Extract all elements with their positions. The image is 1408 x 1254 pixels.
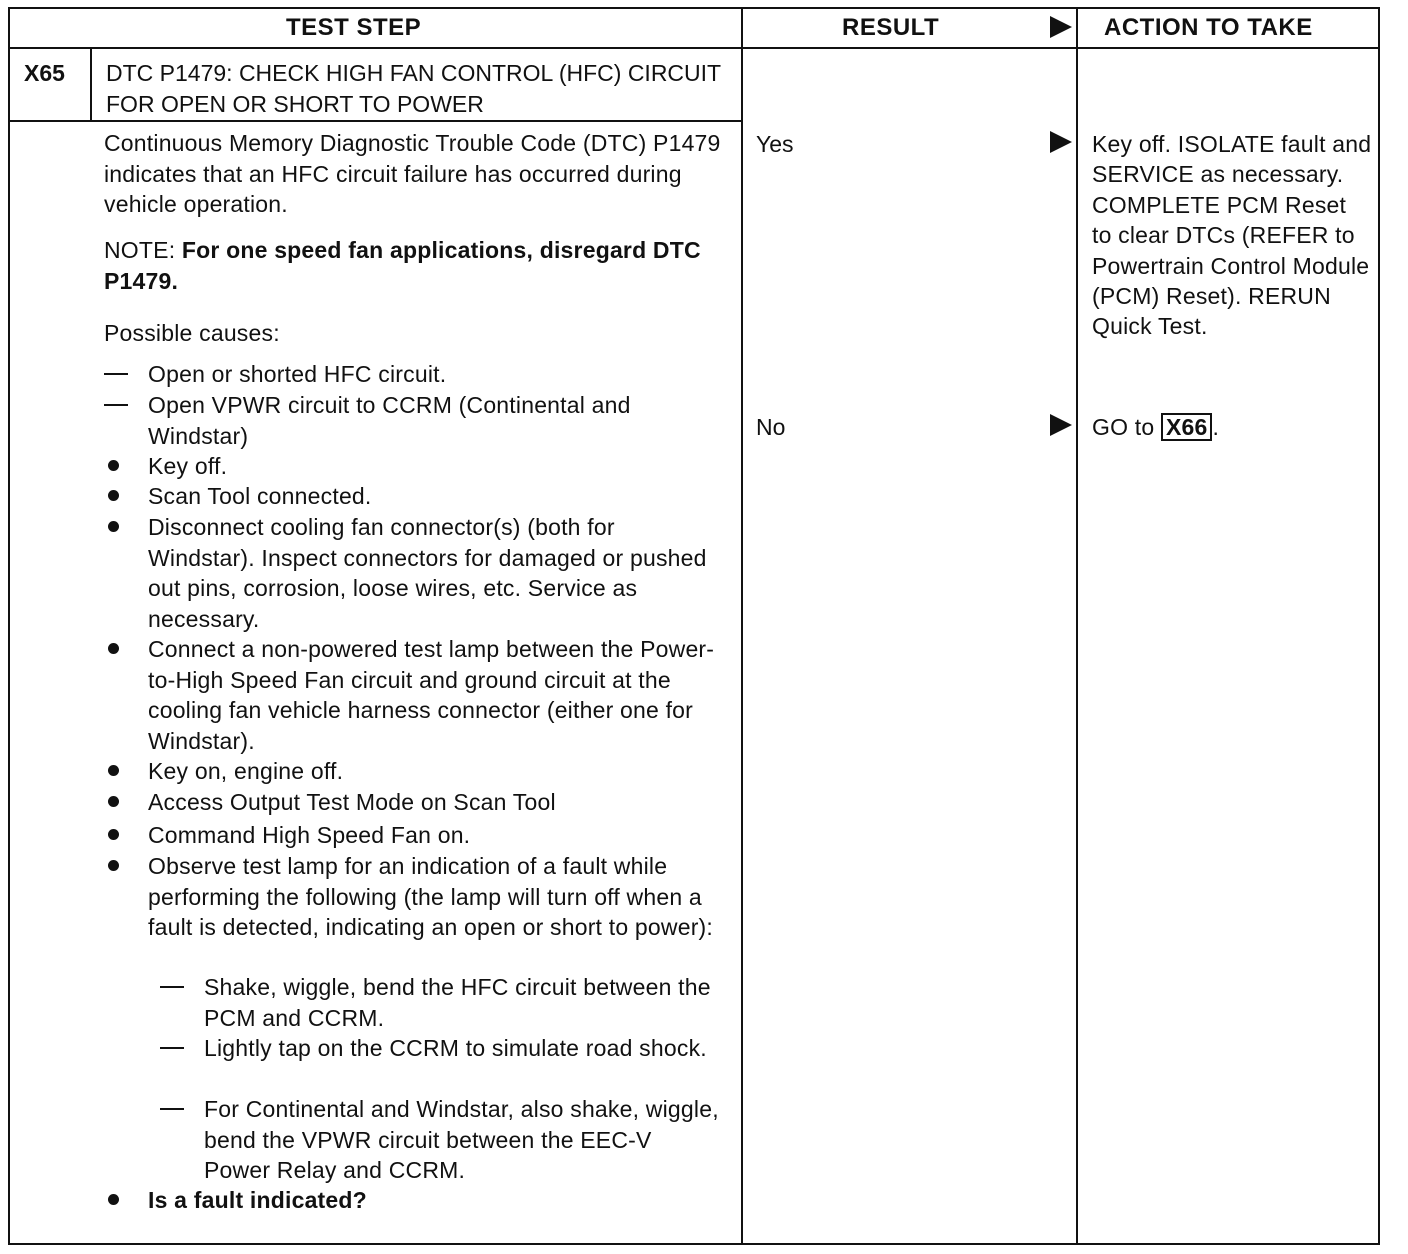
action-no-prefix: GO to [1092,414,1155,440]
step-item: Observe test lamp for an indication of a fault while performing the following (the lamp will turn off when a fault is detected, indicating an open or short to power): [104,851,724,943]
step-title-divider [8,120,743,122]
action-no [1092,412,1372,442]
bullet-icon [108,1194,119,1205]
step-item: Connect a non-powered test lamp between the Power-to-High Speed Fan circuit and ground circuit at the cooling fan vehicle harness connector (either one for Windstar). [104,634,724,756]
header-result: RESULT [842,14,940,41]
sub-step-item: Lightly tap on the CCRM to simulate road shock. [160,1033,720,1064]
bullet-icon [108,829,119,840]
header-arrow-icon [1050,16,1072,38]
note-body: For one speed fan applications, disregard DTC P1479. [104,237,701,294]
bullet-icon [108,521,119,532]
cause-item: Open VPWR circuit to CCRM (Continental and Windstar) [104,390,724,451]
question: Is a fault indicated? [148,1187,367,1213]
step-item: Command High Speed Fan on. [104,820,724,851]
step-item: Scan Tool connected. [104,481,724,512]
dash-icon [104,404,128,406]
intro-paragraph: Continuous Memory Diagnostic Trouble Code (DTC) P1479 indicates that an HFC circuit failure has occurred during vehicle operation. [104,130,721,217]
result-no: No [756,414,786,440]
yes-arrow-icon [1050,131,1072,153]
sub-step-item: For Continental and Windstar, also shake, wiggle, bend the VPWR circuit between the EEC-V Power Relay and CCRM. [160,1094,720,1186]
no-arrow-icon [1050,414,1072,436]
causes-label: Possible causes: [104,320,280,346]
question-item [104,1185,724,1216]
note [104,235,724,296]
step-reference-x66[interactable]: X66 [1161,413,1213,441]
step-item: Key on, engine off. [104,756,724,787]
result-yes: Yes [756,131,794,157]
bullet-icon [108,860,119,871]
step-title: DTC P1479: CHECK HIGH FAN CONTROL (HFC) CIRCUIT FOR OPEN OR SHORT TO POWER [106,60,721,117]
dash-icon [160,1047,184,1049]
header-action: ACTION TO TAKE [1104,14,1313,41]
cause-item: Open or shorted HFC circuit. [104,359,724,390]
step-item: Disconnect cooling fan connector(s) (both for Windstar). Inspect connectors for damaged or pushed out pins, corrosion, loose wires, etc. Service as necessary. [104,512,724,634]
column-divider-result [741,7,743,1245]
step-id: X65 [24,60,65,86]
action-yes: Key off. ISOLATE fault and SERVICE as necessary. COMPLETE PCM Reset to clear DTCs (REFER to Powertrain Control Module (PCM) Reset). RERUN Quick Test. [1092,131,1372,340]
column-divider-action [1076,7,1078,1245]
action-no-suffix: . [1212,414,1220,440]
bullet-icon [108,460,119,471]
bullet-icon [108,796,119,807]
sub-step-item: Shake, wiggle, bend the HFC circuit between the PCM and CCRM. [160,972,720,1033]
note-label: NOTE: [104,237,176,263]
step-item: Key off. [104,451,724,482]
bullet-icon [108,643,119,654]
dash-icon [104,373,128,375]
dash-icon [160,986,184,988]
step-id-divider [90,47,92,122]
dash-icon [160,1108,184,1110]
bullet-icon [108,765,119,776]
bullet-icon [108,490,119,501]
header-divider [8,47,1380,49]
step-item: Access Output Test Mode on Scan Tool [104,787,724,818]
header-test-step: TEST STEP [286,14,422,41]
